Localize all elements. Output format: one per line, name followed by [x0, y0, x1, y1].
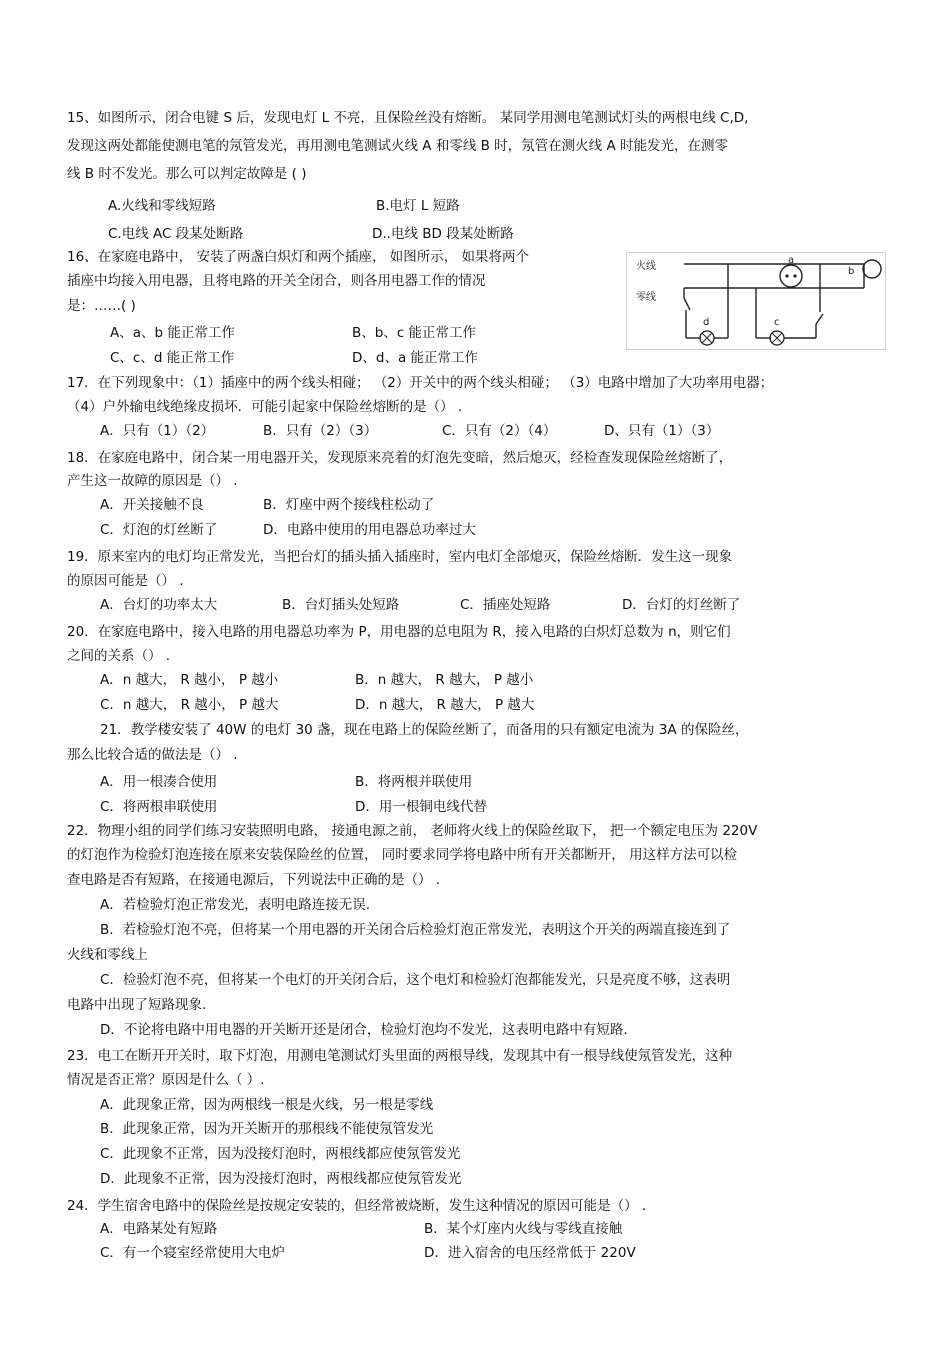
q24-stem-line-1: 24．学生宿舍电路中的保险丝是按规定安装的，但经常被烧断，发生这种情况的原因可能是（） . — [67, 1198, 647, 1214]
q17-option-b: B．只有（2）（3） — [263, 423, 378, 439]
q18-option-a: A．开关接触不良 — [100, 497, 204, 513]
q19-option-c: C．插座处短路 — [460, 597, 551, 613]
q19-option-d: D．台灯的灯丝断了 — [622, 597, 741, 613]
q19-option-a: A．台灯的功率太大 — [100, 597, 218, 613]
q22-option-d: D．不论将电路中用电器的开关断开还是闭合，检验灯泡均不发光，这表明电路中有短路. — [100, 1022, 628, 1038]
q15-option-d: D..电线 BD 段某处断路 — [372, 226, 514, 242]
q15-stem-line-1: 15、如图所示，闭合电键 S 后，发现电灯 L 不亮，且保险丝没有熔断。 某同学用测电笔测试灯头的两根电线 C,D, — [67, 110, 749, 126]
switch-d — [684, 298, 690, 310]
q21-stem-line-1: 21．教学楼安装了 40W 的电灯 30 盏，现在电路上的保险丝断了，而备用的只有额定电流为 3A 的保险丝， — [100, 722, 749, 738]
q21-option-a: A．用一根凑合使用 — [100, 774, 218, 790]
q17-option-d: D、只有（1）（3） — [604, 423, 720, 439]
q24-option-c: C．有一个寝室经常使用大电炉 — [100, 1245, 285, 1261]
q17-stem-line-1: 17．在下列现象中：（1）插座中的两个线头相碰； （2）开关中的两个线头相碰； （3）电路中增加了大功率用电器； — [67, 375, 774, 391]
socket-b-icon — [863, 260, 881, 278]
socket-b-label: b — [848, 266, 855, 277]
q20-option-b: B．n 越大， R 越大， P 越小 — [355, 672, 534, 688]
q23-stem-line-1: 23．电工在断开开关时，取下灯泡，用测电笔测试灯头里面的两根导线，发现其中有一根导线使氖管发光，这种 — [67, 1048, 733, 1064]
q21-option-c: C．将两根串联使用 — [100, 799, 218, 815]
q21-option-d: D．用一根铜电线代替 — [355, 799, 487, 815]
q18-stem-line-2: 产生这一故障的原因是（） . — [67, 473, 238, 489]
q19-stem-line-1: 19．原来室内的电灯均正常发光，当把台灯的插头插入插座时，室内电灯全部熄灭，保险丝熔断．发生这一现象 — [67, 549, 733, 565]
q18-option-b: B．灯座中两个接线柱松动了 — [263, 497, 435, 513]
q22-option-a: A．若检验灯泡正常发光，表明电路连接无误. — [100, 897, 371, 913]
q16-stem-line-1: 16、在家庭电路中， 安装了两盏白炽灯和两个插座， 如图所示， 如果将两个 — [67, 249, 530, 265]
q20-stem-line-2: 之间的关系（） . — [67, 648, 171, 664]
q20-option-c: C．n 越大， R 越小， P 越大 — [100, 697, 279, 713]
q22-stem-line-3: 查电路是否有短路，在接通电源后，下列说法中正确的是（） . — [67, 872, 441, 888]
q18-option-d: D．电路中使用的用电器总功率过大 — [263, 522, 476, 538]
q16-stem-line-3: 是：……( ) — [67, 298, 136, 314]
q22-option-c-cont: 电路中出现了短路现象. — [67, 997, 207, 1013]
q16-option-c: C、c、d 能正常工作 — [110, 350, 235, 366]
q24-option-b: B．某个灯座内火线与零线直接触 — [424, 1221, 623, 1237]
socket-a-icon — [780, 265, 802, 287]
q22-stem-line-2: 的灯泡作为检验灯泡连接在原来安装保险丝的位置， 同时要求同学将电路中所有开关都断开， 用这样方法可以检 — [67, 847, 738, 863]
q15-option-b: B.电灯 L 短路 — [376, 198, 460, 214]
q23-stem-line-2: 情况是否正常？原因是什么（ ）. — [67, 1072, 265, 1088]
q16-option-d: D、d、a 能正常工作 — [352, 350, 479, 366]
q17-stem-line-2: （4）户外输电线绝缘皮损坏．可能引起家中保险丝熔断的是（） . — [67, 399, 463, 415]
q23-option-d: D．此现象不正常，因为没接灯泡时，两根线都应使氖管发光 — [100, 1171, 462, 1187]
q22-stem-line-1: 22．物理小组的同学们练习安装照明电路， 接通电源之前， 老师将火线上的保险丝取下， 把一个额定电压为 220V — [67, 823, 758, 839]
q20-option-d: D．n 越大， R 越大， P 越大 — [355, 697, 535, 713]
q20-option-a: A．n 越大， R 越小， P 越小 — [100, 672, 279, 688]
lamp-d-label: d — [703, 317, 710, 328]
q17-option-a: A．只有（1）（2） — [100, 423, 215, 439]
q18-option-c: C．灯泡的灯丝断了 — [100, 522, 218, 538]
q18-stem-line-1: 18．在家庭电路中，闭合某一用电器开关，发现原来亮着的灯泡先变暗，然后熄灭，经检查发现保险丝熔断了， — [67, 450, 733, 466]
q16-option-a: A、a、b 能正常工作 — [110, 325, 235, 341]
q15-option-c: C.电线 AC 段某处断路 — [108, 226, 244, 242]
socket-a-label: a — [788, 255, 795, 266]
lamp-c-label: c — [774, 317, 780, 328]
q24-option-d: D．进入宿舍的电压经常低于 220V — [424, 1245, 636, 1261]
q23-option-a: A．此现象正常，因为两根线一根是火线，另一根是零线 — [100, 1097, 434, 1113]
q16-stem-line-2: 插座中均接入用电器，且将电路的开关全闭合，则各用电器工作的情况 — [67, 273, 486, 289]
live-wire-label: 火线 — [636, 261, 656, 272]
switch-c — [816, 314, 823, 324]
q20-stem-line-1: 20．在家庭电路中，接入电路的用电器总功率为 P，用电器的总电阻为 R，接入电路的白炽灯总数为 n，则它们 — [67, 624, 731, 640]
q16-option-b: B、b、c 能正常工作 — [352, 325, 477, 341]
q15-stem-line-2: 发现这两处都能使测电笔的氖管发光，再用测电笔测试火线 A 和零线 B 时，氖管在测火线 A 时能发光，在测零 — [67, 138, 728, 154]
q21-stem-line-2: 那么比较合适的做法是（） . — [67, 747, 238, 763]
q15-stem-line-3: 线 B 时不发光。那么可以判定故障是 ( ) — [67, 166, 307, 182]
q22-option-c: C．检验灯泡不亮，但将某一个电灯的开关闭合后，这个电灯和检验灯泡都能发光，只是亮度不够，这表明 — [100, 972, 731, 988]
q15-option-a: A.火线和零线短路 — [108, 198, 216, 214]
q24-option-a: A．电路某处有短路 — [100, 1221, 218, 1237]
circuit-diagram — [626, 252, 886, 350]
q19-stem-line-2: 的原因可能是（） . — [67, 573, 184, 589]
q19-option-b: B．台灯插头处短路 — [282, 597, 400, 613]
q21-option-b: B．将两根并联使用 — [355, 774, 473, 790]
neutral-wire-label: 零线 — [636, 292, 656, 303]
q23-option-c: C．此现象不正常，因为没接灯泡时，两根线都应使氖管发光 — [100, 1146, 461, 1162]
q17-option-c: C．只有（2）（4） — [442, 423, 557, 439]
q22-option-b: B．若检验灯泡不亮，但将某一个用电器的开关闭合后检验灯泡正常发光，表明这个开关的两端直接连到了 — [100, 922, 731, 938]
q23-option-b: B．此现象正常，因为开关断开的那根线不能使氖管发光 — [100, 1121, 434, 1137]
q22-option-b-cont: 火线和零线上 — [67, 947, 148, 963]
